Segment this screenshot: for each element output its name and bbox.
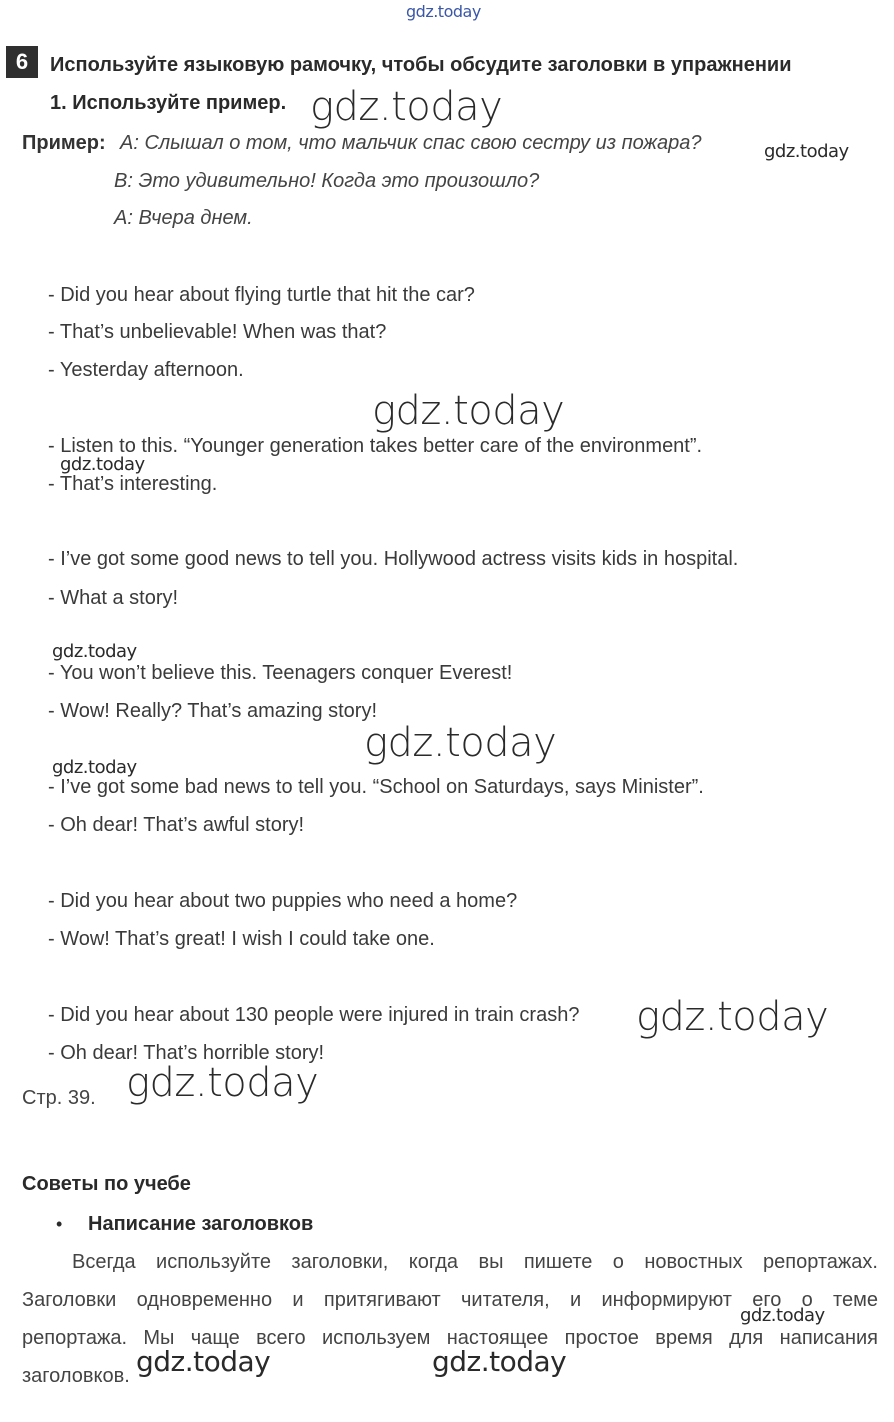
watermark: gdz.today: [432, 1345, 567, 1378]
watermark: gdz.today: [52, 641, 137, 662]
watermark: gdz.today: [636, 994, 829, 1040]
dialogue-line: - Yesterday afternoon.: [48, 359, 244, 381]
tips-paragraph-line: Всегда используйте заголовки, когда вы пишете о новостных репортажах.: [72, 1251, 878, 1273]
tips-paragraph-line: заголовков.: [22, 1365, 130, 1387]
example-line: А: Слышал о том, что мальчик спас свою сестру из пожара?: [120, 132, 702, 154]
watermark: gdz.today: [764, 141, 849, 162]
dialogue-line: - Listen to this. “Younger generation takes better care of the environment”.: [48, 435, 703, 457]
dialogue-line: - I’ve got some bad news to tell you. “School on Saturdays, says Minister”.: [48, 776, 704, 798]
dialogue-line: - Did you hear about flying turtle that hit the car?: [48, 284, 475, 306]
watermark: gdz.today: [126, 1060, 319, 1106]
watermark: gdz.today: [364, 720, 557, 766]
watermark: gdz.today: [136, 1345, 271, 1378]
dialogue-line: - I’ve got some good news to tell you. Hollywood actress visits kids in hospital.: [48, 548, 739, 570]
bullet-dot: •: [56, 1214, 63, 1234]
example-line: А: Вчера днем.: [114, 207, 253, 229]
watermark: gdz.today: [740, 1305, 825, 1326]
page-reference: Стр. 39.: [22, 1087, 96, 1109]
dialogue-line: - Did you hear about two puppies who need a home?: [48, 890, 518, 912]
watermark: gdz.today: [310, 84, 503, 130]
tips-title: Советы по учебе: [22, 1173, 191, 1195]
dialogue-line: - Oh dear! That’s horrible story!: [48, 1042, 325, 1064]
dialogue-line: - Oh dear! That’s awful story!: [48, 814, 305, 836]
tips-paragraph-line: Заголовки одновременно и притягивают читателя, и информируют его о теме: [22, 1289, 878, 1311]
watermark-top: gdz.today: [406, 2, 481, 21]
dialogue-line: - Did you hear about 130 people were injured in train crash?: [48, 1004, 580, 1026]
dialogue-line: - What a story!: [48, 587, 179, 609]
watermark: gdz.today: [372, 388, 565, 434]
dialogue-line: - You won’t believe this. Teenagers conquer Everest!: [48, 662, 513, 684]
dialogue-line: - Wow! Really? That’s amazing story!: [48, 700, 378, 722]
watermark: gdz.today: [52, 757, 137, 778]
example-label: Пример:: [22, 132, 106, 154]
watermark: gdz.today: [60, 454, 145, 475]
tips-paragraph-line: репортажа. Мы чаще всего используем настоящее простое время для написания: [22, 1327, 878, 1349]
exercise-title-line2: 1. Используйте пример.: [50, 92, 287, 114]
example-line: В: Это удивительно! Когда это произошло?: [114, 170, 540, 192]
exercise-title-line1: Используйте языковую рамочку, чтобы обсудите заголовки в упражнении: [50, 54, 792, 76]
dialogue-line: - Wow! That’s great! I wish I could take one.: [48, 928, 435, 950]
tips-bullet-title: Написание заголовков: [88, 1213, 314, 1235]
dialogue-line: - That’s unbelievable! When was that?: [48, 321, 387, 343]
dialogue-line: - That’s interesting.: [48, 473, 218, 495]
exercise-number-badge: 6: [6, 46, 38, 78]
